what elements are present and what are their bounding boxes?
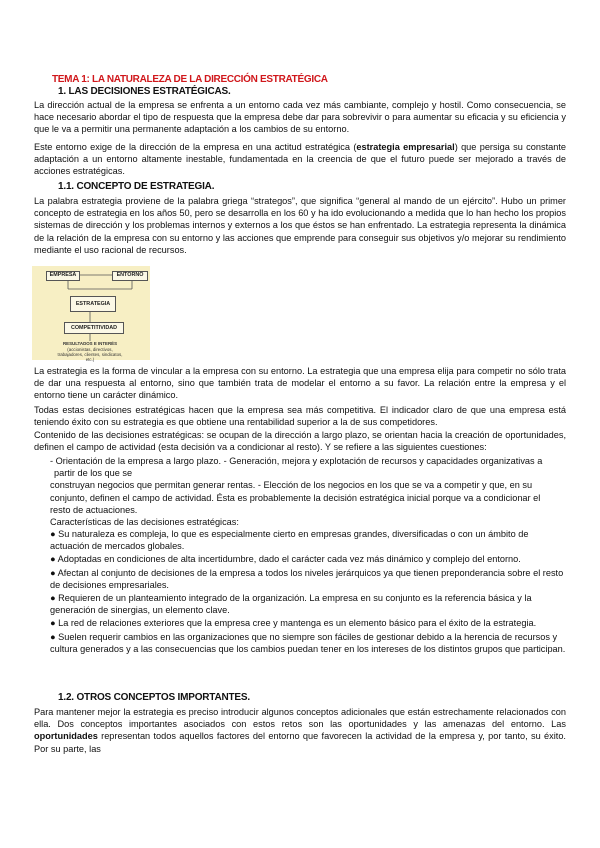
paragraph-otros-conceptos (34, 706, 566, 755)
paragraph-entorno (34, 141, 566, 178)
bullet-item: ● Requieren de un planteamiento integrado de la organización. La empresa en su conjunto es la referencia básica y la generación de sinergias, un elemento clave. (50, 593, 532, 616)
section-heading-1: 1. LAS DECISIONES ESTRATÉGICAS. (58, 86, 231, 97)
paragraph-intro: La dirección actual de la empresa se enfrenta a un entorno cada vez más cambiante, complejo y hostil. Como consecuencia, se hace necesario abordar el tipo de respuesta que la empresa debe dar para sobrevivir o para aumentar su eficacia y su eficiencia y que le va a permitir una permanente adaptación a los cambios de su entorno. (34, 100, 566, 135)
text-run: ) que persiga su constante adaptación a un entorno altamente inestable, fundamentada en la creencia de que el futuro puede ser mejorado a través de acciones estratégicas. (34, 142, 567, 177)
list-line: - Orientación de la empresa a largo plazo. - Generación, mejora y explotación de recursos y capacidades organizativas a (50, 456, 543, 466)
bold-term: estrategia empresarial (356, 142, 455, 152)
list-line: Características de las decisiones estratégicas: (50, 517, 239, 528)
list-line: conjunto, definen el campo de actividad. Ésta es probablemente la decisión estratégica inicial porque va a condicionar el (50, 492, 541, 503)
bullet-list (50, 528, 566, 655)
page-title: TEMA 1: LA NATURALEZA DE LA DIRECCIÓN ESTRATÉGICA (52, 74, 328, 85)
bullet-item: ● Su naturaleza es compleja, lo que es especialmente cierto en empresas grandes, diversificadas o con un ámbito de actuación de mercados globales. (50, 529, 529, 552)
section-heading-1-2: 1.2. OTROS CONCEPTOS IMPORTANTES. (58, 692, 250, 703)
bullet-item: ● Adoptadas en condiciones de alta incertidumbre, dado el carácter cada vez más dinámico y complejo del entorno. (50, 554, 521, 565)
list-line: construyan negocios que permitan generar rentas. - Elección de los negocios en los que se va a competir y que, en su (50, 480, 533, 491)
resultados-label: RESULTADOS E INTERÉS (63, 341, 117, 346)
resultados-sub: (accionistas, directivos, trabajadores, clientes, sindicatos, etc.) (57, 347, 123, 362)
text-run: Este entorno exige de la dirección de la empresa en una actitud estratégica ( (34, 142, 357, 152)
bullet-item: ● La red de relaciones exteriores que la empresa cree y mantenga es un elemento básico para el éxito de la estrategia. (50, 618, 537, 629)
paragraph-concepto: La palabra estrategia proviene de la palabra griega “strategos”, que significa “general al mando de un ejército”. Hubo un primer concepto de estrategia en los años 50, pero se desarrolla en los 60 y ha ido evolucionando a medida que lo han hecho los propios sistemas de dirección y los problemas internos y externos a los que éstos se han enfrentado. La estrategia representa la dinámica de la relación de la empresa con su entorno y las acciones que emprende para conseguir sus objetivos y/o mejorar su rendimiento mediante el uso racional de recursos. (34, 196, 566, 255)
bullet-item: ● Suelen requerir cambios en las organizaciones que no siempre son fáciles de gestionar debido a la herencia de recursos y cultura generados y a las consecuencias que los cambios puedan tener en los intereses de los distintos grupos que participan. (50, 631, 566, 654)
strategy-diagram (32, 266, 150, 360)
section-heading-1-1: 1.1. CONCEPTO DE ESTRATEGIA. (58, 181, 215, 192)
competitividad-box: COMPETITIVIDAD (64, 322, 124, 334)
list-line: partir de los que se (54, 468, 133, 479)
entorno-box: ENTORNO (112, 271, 148, 281)
empresa-box: EMPRESA (46, 271, 80, 281)
paragraph-competitiva: Todas estas decisiones estratégicas hacen que la empresa sea más competitiva. El indicador claro de que una empresa está teniendo éxito con su estrategia es que obtiene una rentabilidad superior a la de sus competidores. (34, 405, 566, 428)
list-line: resto de actuaciones. (50, 504, 138, 515)
text-run: representan todos aquellos factores del entorno que favorecen la actividad de la empresa y, por tanto, su éxito. Por su parte, las (34, 731, 566, 754)
paragraph-contenido: Contenido de las decisiones estratégicas: se ocupan de la dirección a largo plazo, se orientan hacia la creación de oportunidades, definen el campo de actividad (esta decisión va a condicionar al resto). Y se refiere a las siguientes cuestiones: (34, 430, 566, 453)
estrategia-box: ESTRATEGIA (70, 296, 116, 312)
paragraph-vincular: La estrategia es la forma de vincular a la empresa con su entorno. La estrategia que una empresa elija para competir no sólo trata de dar una respuesta al entorno, sino que también trata de modelar el entorno a su favor. La relación entre la empresa y el entorno tiene un carácter dinámico. (34, 366, 566, 401)
list-cuestiones (50, 455, 566, 528)
bullet-item: ● Afectan al conjunto de decisiones de la empresa a todos los niveles jerárquicos ya que tienen preponderancia sobre el resto de decisiones empresariales. (50, 567, 564, 590)
text-run: Para mantener mejor la estrategia es preciso introducir algunos conceptos adicionales que están estrechamente relacionados con ella. Dos conceptos importantes asociados con estos retos son las oportunidades y las amenazas del entorno. Las (34, 707, 566, 730)
bold-term: oportunidades (34, 731, 98, 742)
